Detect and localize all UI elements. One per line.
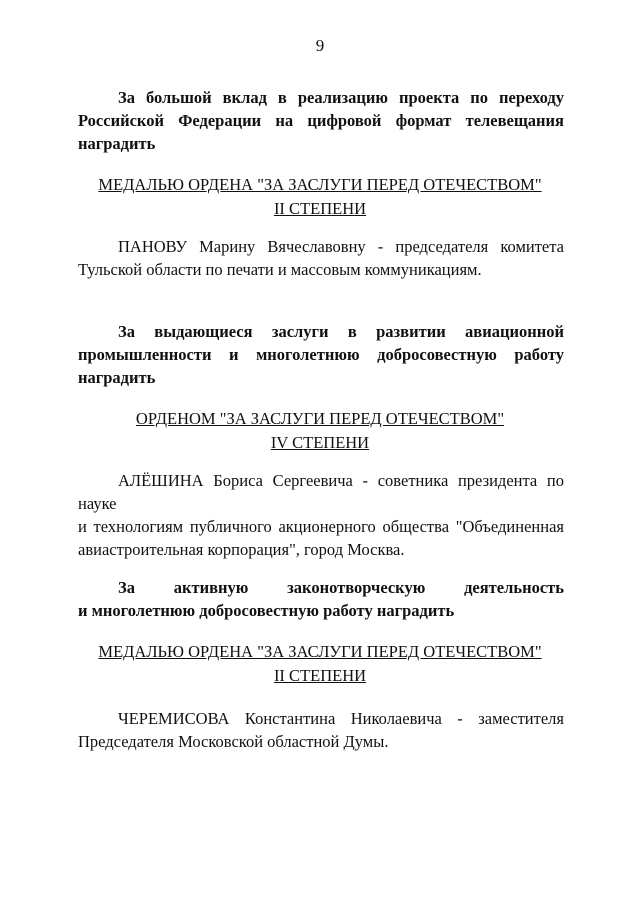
award-line: МЕДАЛЬЮ ОРДЕНА "ЗА ЗАСЛУГИ ПЕРЕД ОТЕЧЕСТВОМ": [98, 642, 542, 661]
awardee-line: АЛЁШИНА Бориса Сергеевича - советника президента по науке: [78, 471, 564, 513]
awardee-line: Председателя Московской областной Думы.: [78, 732, 389, 751]
award-line: IV СТЕПЕНИ: [270, 433, 370, 452]
awardee-2: [78, 469, 564, 561]
award-reason-1: [78, 86, 564, 155]
awardee-1: [78, 235, 564, 281]
awardee-line: Тульской области по печати и массовым коммуникациям.: [78, 260, 482, 279]
award-line: II СТЕПЕНИ: [273, 199, 367, 218]
page-number: 9: [315, 36, 325, 55]
awardee-line: ПАНОВУ Марину Вячеславовну - председателя комитета: [118, 237, 564, 256]
awardee-line: и технологиям публичного акционерного общества "Объединенная: [78, 517, 564, 536]
award-title-2: [0, 407, 640, 455]
reason-line: наградить: [78, 368, 156, 387]
reason-line: и многолетнюю добросовестную работу наградить: [78, 601, 455, 620]
award-title-1: [0, 173, 640, 221]
award-reason-3: [78, 576, 564, 622]
award-line: МЕДАЛЬЮ ОРДЕНА "ЗА ЗАСЛУГИ ПЕРЕД ОТЕЧЕСТВОМ": [98, 175, 542, 194]
reason-line: наградить: [78, 134, 156, 153]
reason-line: За большой вклад в реализацию проекта по переходу: [118, 88, 564, 107]
award-line: ОРДЕНОМ "ЗА ЗАСЛУГИ ПЕРЕД ОТЕЧЕСТВОМ": [135, 409, 505, 428]
reason-line: Российской Федерации на цифровой формат телевещания: [78, 111, 564, 130]
awardee-3: [78, 707, 564, 753]
award-title-3: [0, 640, 640, 688]
awardee-line: ЧЕРЕМИСОВА Константина Николаевича - заместителя: [118, 709, 564, 728]
award-line: II СТЕПЕНИ: [273, 666, 367, 685]
award-reason-2: [78, 320, 564, 389]
reason-line: За выдающиеся заслуги в развитии авиационной: [118, 322, 564, 341]
awardee-line: авиастроительная корпорация", город Москва.: [78, 540, 405, 559]
reason-line: За активную законотворческую деятельность: [118, 578, 564, 597]
reason-line: промышленности и многолетнюю добросовестную работу: [78, 345, 564, 364]
